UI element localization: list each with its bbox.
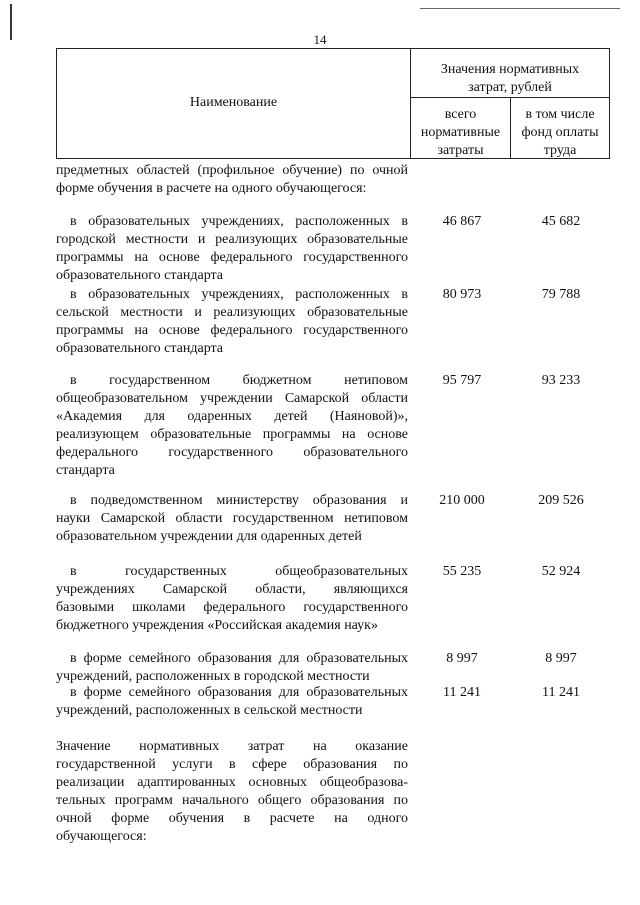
table-top-border [56, 48, 610, 49]
table-row-family-rural: в форме семейного образования для образовательных учреждений, расположенных в сельской местности [56, 685, 408, 718]
total-cost-header: всего нормативные затраты [420, 107, 501, 158]
row-payroll-value: 52 924 [541, 564, 581, 579]
row-total-value: 80 973 [442, 287, 482, 302]
table-row-family-urban: в форме семейного образования для образовательных учреждений, расположенных в городской местности [56, 651, 408, 684]
scan-edge-mark [10, 4, 12, 40]
row-total-value: 8 997 [446, 651, 478, 666]
row-total-value: 11 241 [443, 685, 481, 700]
table-row-gifted-children: в подведомственном министерству образования и науки Самарской области государственном нетиповом образовательном учреждении для одаренных детей [56, 493, 408, 544]
closing-paragraph: Значение нормативных затрат на оказание государственной услуги в сфере образования по реализации адаптированных основных общеобразова- тельных программ начального общего образования по очной форме обучения в расчете на одного обучающегося: [56, 739, 408, 844]
table-row-academy: в государственном бюджетном нетиповом общеобразовательном учреждении Самарской области «Академия для одаренных детей (Наяновой)», реализующем образовательные программы на основе федерального государственного образовательного стандарта [56, 373, 408, 478]
row-total-value: 55 235 [442, 564, 482, 579]
row-payroll-value: 209 526 [538, 493, 584, 508]
table-row-urban: в образовательных учреждениях, расположенных в городской местности и реализующих образовательные программы на основе федерального государственного образовательного стандарта [56, 214, 408, 283]
name-column-header: Наименование [189, 95, 278, 110]
page-number: 14 [313, 32, 327, 47]
table-row-ras-base-schools: в государственных общеобразовательных учреждениях Самарской области, являющихся базовыми школами федерального государственного бюджетного учреждения «Российская академия наук» [56, 564, 408, 633]
row-payroll-value: 8 997 [545, 651, 577, 666]
table-right-border [609, 48, 610, 159]
row-payroll-value: 93 233 [541, 373, 581, 388]
intro-text: предметных областей (профильное обучение) по очной форме обучения в расчете на одного обучающегося: [56, 163, 408, 196]
row-total-value: 46 867 [442, 214, 482, 229]
row-total-value: 210 000 [439, 493, 485, 508]
row-total-value: 95 797 [442, 373, 482, 388]
scan-top-line [420, 8, 620, 9]
table-row-rural: в образовательных учреждениях, расположенных в сельской местности и реализующих образовательные программы на основе федерального государственного образовательного стандарта [56, 287, 408, 356]
values-group-header: Значения нормативных затрат, рублей [440, 62, 580, 95]
payroll-header: в том числе фонд оплаты труда [521, 107, 599, 158]
row-payroll-value: 11 241 [542, 685, 580, 700]
row-payroll-value: 79 788 [541, 287, 581, 302]
row-payroll-value: 45 682 [541, 214, 581, 229]
